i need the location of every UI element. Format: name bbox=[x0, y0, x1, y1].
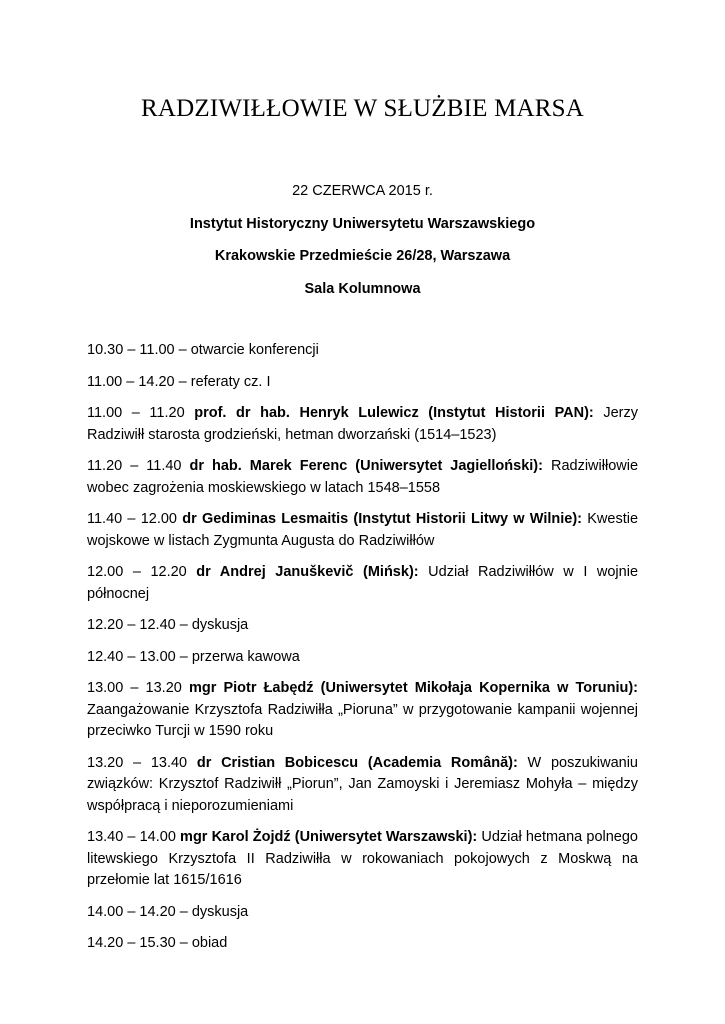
program-item bbox=[87, 678, 638, 743]
program-item bbox=[87, 340, 638, 362]
program-topic: Udział hetmana polnego litewskiego Krzysztofa II Radziwiłła w rokowaniach pokojowych z Moskwą na przełomie lat 1615/1616 bbox=[87, 829, 638, 888]
program-item bbox=[87, 562, 638, 605]
program-topic: Kwestie wojskowe w listach Zygmunta Augusta do Radziwiłłów bbox=[87, 511, 639, 549]
program-list bbox=[87, 340, 638, 965]
program-topic: Radziwiłłowie wobec zagrożenia moskiewskiego w latach 1548–1558 bbox=[87, 458, 639, 496]
program-item bbox=[87, 509, 638, 552]
program-speaker: dr Cristian Bobicescu (Academia Română): bbox=[196, 754, 518, 771]
program-item bbox=[87, 933, 638, 955]
program-time: 10.30 – 11.00 – otwarcie konferencji bbox=[87, 342, 319, 358]
program-time: 12.40 – 13.00 – przerwa kawowa bbox=[87, 648, 300, 665]
event-date: 22 CZERWCA 2015 r. bbox=[292, 183, 433, 199]
program-time: 13.20 – 13.40 bbox=[87, 754, 188, 771]
program-time: 14.20 – 15.30 – obiad bbox=[87, 935, 228, 951]
event-institution: Instytut Historyczny Uniwersytetu Warszawskiego bbox=[189, 215, 536, 232]
program-speaker: dr Andrej Januškevič (Mińsk): bbox=[196, 564, 419, 580]
program-topic: Udział Radziwiłłów w I wojnie północnej bbox=[87, 564, 639, 602]
program-topic: Jerzy Radziwiłł starosta grodzieński, hetman dworzański (1514–1523) bbox=[87, 405, 639, 443]
program-time: 12.20 – 12.40 – dyskusja bbox=[87, 617, 249, 633]
program-time: 11.40 – 12.00 bbox=[87, 511, 177, 527]
program-item bbox=[87, 753, 638, 818]
program-time: 13.40 – 14.00 bbox=[87, 829, 176, 845]
program-speaker: dr Gediminas Lesmaitis (Instytut Historii Litwy w Wilnie): bbox=[182, 511, 582, 527]
program-speaker: prof. dr hab. Henryk Lulewicz (Instytut Historii PAN): bbox=[194, 405, 594, 421]
program-item bbox=[87, 827, 638, 892]
program-item bbox=[87, 403, 638, 446]
event-address: Krakowskie Przedmieście 26/28, Warszawa bbox=[214, 248, 511, 264]
program-item bbox=[87, 902, 638, 924]
event-header bbox=[0, 181, 725, 311]
program-speaker: mgr Karol Żojdź (Uniwersytet Warszawski): bbox=[180, 829, 478, 845]
program-item bbox=[87, 615, 638, 637]
program-time: 11.00 – 14.20 – referaty cz. I bbox=[87, 373, 271, 390]
program-time: 11.20 – 11.40 bbox=[87, 458, 182, 474]
program-time: 12.00 – 12.20 bbox=[87, 564, 187, 580]
program-topic: Zaangażowanie Krzysztofa Radziwiłła „Pioruna” w przygotowanie kampanii wojennej przeciwko Turcji w 1590 roku bbox=[87, 701, 638, 739]
program-speaker: dr hab. Marek Ferenc (Uniwersytet Jagielloński): bbox=[189, 458, 543, 474]
program-time: 14.00 – 14.20 – dyskusja bbox=[87, 903, 249, 920]
program-time: 11.00 – 11.20 bbox=[87, 405, 185, 421]
program-item bbox=[87, 647, 638, 669]
program-time: 13.00 – 13.20 bbox=[87, 680, 182, 696]
program-topic: W poszukiwaniu związków: Krzysztof Radziwiłł „Piorun”, Jan Zamoyski i Jeremiasz Mohyła – między współpracą i nieporozumieniami bbox=[87, 754, 638, 814]
page-title: RADZIWIŁŁOWIE W SŁUŻBIE MARSA bbox=[140, 95, 585, 122]
event-room: Sala Kolumnowa bbox=[304, 280, 421, 297]
program-item bbox=[87, 456, 638, 499]
program-speaker: mgr Piotr Łabędź (Uniwersytet Mikołaja Kopernika w Toruniu): bbox=[188, 680, 638, 696]
program-item bbox=[87, 372, 638, 394]
